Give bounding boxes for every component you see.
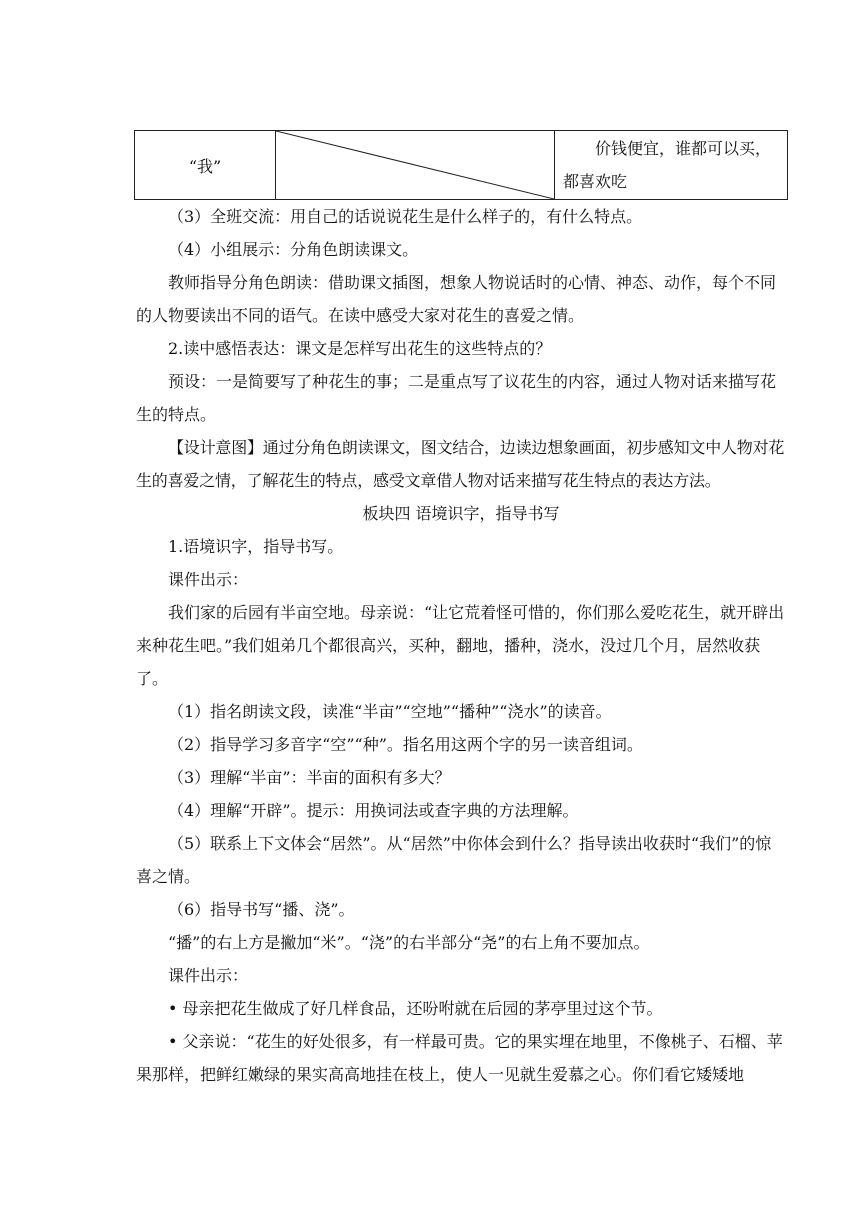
bullet-item: • 母亲把花生做成了好几样食品，还吩咐就在后园的茅亭里过这个节。 [168, 999, 663, 1018]
quoted-passage: 我们家的后园有半亩空地。母亲说：“让它荒着怪可惜的，你们那么爱吃花生，就开辟出来种花生吧。”我们姐弟几个都很高兴，买种，翻地，播种，浇水，没过几个月，居然收获了。 [136, 603, 785, 688]
bullet-item: • 父亲说：“花生的好处很多，有一样最可贵。它的果实埋在地里，不像桃子、石榴、苹果那样，把鲜红嫩绿的果实高高地挂在枝上，使人一见就生爱慕之心。你们看它矮矮地 [136, 1032, 783, 1084]
table-cell-value: 价钱便宜，谁都可以买，都喜欢吃 [555, 131, 788, 200]
paragraph: （4）小组展示：分角色朗读课文。 [168, 240, 419, 259]
paragraph: （5）联系上下文体会“居然”。从“居然”中你体会到什么？指导读出收获时“我们”的惊喜之情。 [136, 834, 772, 886]
paragraph: 教师指导分角色朗读：借助课文插图，想象人物说话时的心情、神态、动作，每个不同的人物要读出不同的语气。在读中感受大家对花生的喜爱之情。 [136, 273, 777, 325]
paragraph: （3）理解“半亩”：半亩的面积有多大？ [168, 768, 451, 787]
diagonal-line [276, 131, 554, 199]
paragraph: 预设：一是简要写了种花生的事；二是重点写了议花生的内容，通过人物对话来描写花生的特点。 [136, 372, 777, 424]
section-heading: 板块四 语境识字，指导书写 [362, 504, 560, 523]
paragraph: （1）指名朗读文段，读准“半亩”“空地”“播种”“浇水”的读音。 [168, 702, 612, 721]
comparison-table [134, 130, 788, 200]
table-cell-empty-diagonal [276, 131, 555, 200]
paragraph: （3）全班交流：用自己的话说说花生是什么样子的，有什么特点。 [168, 207, 643, 226]
paragraph: “播”的右上方是撇加“米”。“浇”的右半部分“尧”的右上角不要加点。 [168, 933, 650, 952]
paragraph: 2.读中感悟表达：课文是怎样写出花生的这些特点的？ [168, 339, 552, 358]
paragraph: （6）指导书写“播、浇”。 [168, 900, 355, 919]
paragraph: （2）指导学习多音字“空”“种”。指名用这两个字的另一读音组词。 [168, 735, 643, 754]
paragraph: 课件出示： [168, 570, 249, 589]
table-cell-label: “我” [135, 131, 276, 200]
paragraph: 1.语境识字，指导书写。 [168, 537, 344, 556]
paragraph: 课件出示： [168, 966, 249, 985]
paragraph: （4）理解“开辟”。提示：用换词法或查字典的方法理解。 [168, 801, 579, 820]
design-intent-paragraph: 【设计意图】通过分角色朗读课文，图文结合，边读边想象画面，初步感知文中人物对花生的喜爱之情，了解花生的特点，感受文章借人物对话来描写花生特点的表达方法。 [136, 438, 785, 490]
table-row [135, 131, 788, 200]
lesson-body [136, 200, 786, 1091]
